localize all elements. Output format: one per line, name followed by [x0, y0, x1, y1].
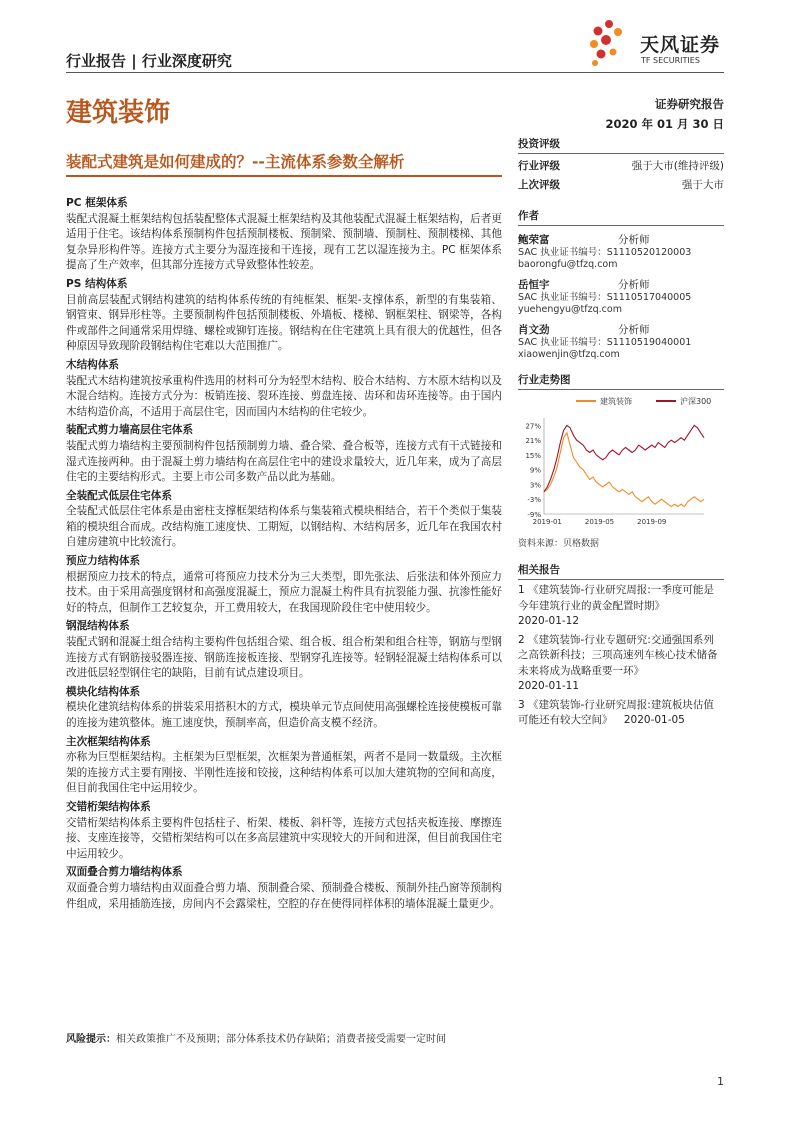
author-role: 分析师	[618, 279, 650, 291]
related-report-date: 2020-01-11	[518, 680, 580, 692]
trend-heading: 行业走势图	[518, 372, 724, 390]
author-name: 岳恒宇	[518, 279, 550, 291]
trend-panel	[518, 372, 724, 390]
section-heading: PS 结构体系	[66, 277, 128, 290]
rating-key: 上次评级	[518, 179, 560, 191]
rating-heading: 投资评级	[518, 136, 724, 154]
section-heading: 双面叠合剪力墙结构体系	[66, 866, 183, 879]
main-body	[66, 193, 502, 915]
section-body: 装配式钢和混凝土组合结构主要构件包括组合梁、组合板、组合桁架和组合柱等，钢筋与型钢连接方式有钢筋接驳器连接、钢筋连接板连接、型钢穿孔连接等。轻钢轻混凝土结构体系可以改进低层轻型钢住宅的缺陷，目前有试点建设项目。	[66, 636, 502, 680]
related-report[interactable]	[518, 633, 724, 695]
author-sac: SAC 执业证书编号：S1110519040001	[518, 337, 692, 348]
section-heading: 全装配式低层住宅体系	[66, 489, 172, 502]
risk-label: 风险提示：	[66, 1034, 116, 1045]
section-body: 亦称为巨型框架结构。主框架为巨型框架，次框架为普通框架，两者不是同一数量级。主次框架的连接方式主要有刚接、半刚性连接和铰接，这种结构体系可以加大建筑物的空间和高度，但目前我国住宅中运用较少。	[66, 751, 502, 795]
brand-name: 天风证券	[640, 34, 721, 56]
y-tick-label: 3%	[529, 481, 541, 490]
author-sac: SAC 执业证书编号：S1110520120003	[518, 247, 692, 258]
page-number: 1	[717, 1075, 724, 1088]
section-heading: 交错桁架结构体系	[66, 800, 151, 813]
related-report[interactable]	[518, 698, 724, 729]
report-kind: 证券研究报告	[655, 97, 724, 111]
section	[66, 865, 502, 912]
authors-panel	[518, 208, 724, 361]
legend-label-1: 建筑装饰	[600, 397, 632, 406]
y-tick-label: 27%	[525, 422, 541, 431]
related-heading: 相关报告	[518, 562, 724, 580]
author-email[interactable]: baorongfu@tfzq.com	[518, 259, 618, 270]
trend-chart	[518, 392, 724, 530]
author-name: 肖文劲	[518, 324, 550, 336]
author-entry	[518, 277, 724, 316]
y-tick-label: 15%	[525, 451, 541, 460]
brand-name-en: TF SECURITIES	[641, 56, 700, 65]
title-underline	[66, 175, 502, 177]
report-date: 2020 年 01 月 30 日	[605, 117, 724, 131]
report-title: 装配式建筑是如何建成的？--主流体系参数全解析	[66, 153, 405, 171]
author-role: 分析师	[618, 234, 650, 246]
section-heading: 预应力结构体系	[66, 555, 141, 568]
header-divider	[66, 72, 724, 73]
section	[66, 800, 502, 862]
industry-title: 建筑装饰	[66, 98, 171, 128]
related-panel	[518, 562, 724, 729]
rating-key: 行业评级	[518, 160, 560, 172]
section-heading: 钢混结构体系	[66, 620, 130, 633]
y-tick-label: -9%	[527, 511, 541, 519]
section-body: 装配式剪力墙结构主要预制构件包括预制剪力墙、叠合梁、叠合板等，连接方式有干式链接和湿式连接两种。由于混凝土剪力墙结构在高层住宅中的建设求量较大，近几年来，成为了高层住宅的主要结构形式。主要上市公司多数产品以此为基础。	[66, 439, 502, 484]
y-tick-label: 9%	[529, 466, 541, 475]
section	[66, 735, 502, 797]
author-entry	[518, 232, 724, 271]
section	[66, 423, 502, 485]
section	[66, 489, 502, 551]
section-heading: 木结构体系	[66, 358, 119, 371]
author-email[interactable]: xiaowenjin@tfzq.com	[518, 349, 620, 360]
section-body: 根据预应力技术的特点，通常可将预应力技术分为三大类型，即先张法、后张法和体外预应力技术。由于采用高强度钢材和高强度混凝土，预应力混凝土构件具有抗裂能力强、抗渗性能好好的特点，但制作工艺较复杂，开工费用较大，在我国现阶段住宅中使用较少。	[66, 570, 502, 614]
risk-text: 相关政策推广不及预期；部分体系技术仍存缺陷；消费者接受需要一定时间	[116, 1034, 446, 1045]
related-report-title[interactable]: 1 《建筑装饰-行业研究周报:一季度可能是今年建筑行业的黄金配置时期》	[518, 584, 714, 612]
logo-mark-icon	[586, 18, 636, 68]
x-tick-label: 2019-05	[584, 518, 615, 526]
rating-row	[518, 177, 724, 192]
related-report[interactable]	[518, 583, 724, 630]
author-sac: SAC 执业证书编号：S1110517040005	[518, 292, 692, 303]
section	[66, 685, 502, 732]
section-body: 交错桁架结构体系主要构件包括柱子、桁架、楼板、斜杆等，连接方式包括夹板连接、摩擦连接、支座连接等，交错桁架结构可以在多高层建筑中实现较大的开间和进深，但目前我国住宅中运用较少。	[66, 816, 502, 860]
related-report-date: 2020-01-05	[623, 714, 685, 726]
y-tick-label: 21%	[525, 437, 541, 446]
section-body: 装配式木结构建筑按承重构件选用的材料可分为轻型木结构、胶合木结构、方木原木结构以及木混合结构。连接方式分为：板销连接、裂环连接、剪盘连接、齿环和齿环连接等。由于国内木结构造价高，不适用于高层住宅，因而国内木结构的住宅较少。	[66, 374, 502, 418]
section-heading: 装配式剪力墙高层住宅体系	[66, 424, 194, 437]
section-heading: PC 框架体系	[66, 197, 128, 209]
author-email[interactable]: yuehengyu@tfzq.com	[518, 304, 622, 315]
section-body: 装配式混凝土框架结构包括装配整体式混凝土框架结构及其他装配式混凝土框架结构，后者更适用于住宅。该结构体系预制构件包括预制楼板、预制梁、预制墙、预制柱、预制楼梯、其他复杂异形构件等。连接方式主要分为湿连接和干连接，现有工艺以湿连接为主。PC 框架体系提高了生产效率，但其部分连接方式导致整体性较差。	[66, 212, 502, 272]
rating-row	[518, 158, 724, 173]
section	[66, 196, 502, 274]
author-role: 分析师	[618, 324, 650, 336]
rating-value: 强于大市	[682, 179, 724, 191]
series-line-1	[544, 433, 704, 507]
section-body: 模块化建筑结构体系的拼装采用搭积木的方式，模块单元节点间使用高强螺栓连接使模板可靠的连接为建筑整体。施工速度快，预制率高，但造价高支模不经济。	[66, 701, 502, 729]
author-entry	[518, 322, 724, 361]
legend-label-2: 沪深300	[680, 397, 712, 406]
related-report-date: 2020-01-12	[518, 615, 580, 627]
section-body: 双面叠合剪力墙结构由双面叠合剪力墙、预制叠合梁、预制叠合楼板、预制外挂凸窗等预制构件组成，采用插筋连接，房间内不会露梁柱，空腔的存在使得同样体积的墙体混凝土量更少。	[66, 881, 502, 910]
x-tick-label: 2019-01	[532, 518, 562, 526]
related-report-title[interactable]: 3 《建筑装饰-行业研究周报:建筑板块估值可能还有较大空间》	[518, 698, 714, 726]
rating-panel	[518, 136, 724, 192]
section	[66, 554, 502, 616]
section-body: 全装配式低层住宅体系是由密柱支撑框架结构体系与集装箱式模块相结合，若干个类似于集装箱的模块组合而成。改结构施工速度快、工期短，以钢结构、木结构居多，近几年在我国农村自建房建筑中比较流行。	[66, 505, 502, 549]
section-body: 目前高层装配式钢结构建筑的结构体系传统的有纯框架、框架-支撑体系，新型的有集装箱、钢管束、钢异形柱等。主要预制构件包括预制楼板、外墙板、楼梯、钢框架柱、钢梁等，各构件或部件之间通常采用焊缝、螺栓或铆钉连接。钢结构在住宅建筑上具有很大的优越性，但各种原因导致现阶段钢结构住宅难以大范围推广。	[66, 293, 502, 353]
section-heading: 主次框架结构体系	[66, 735, 151, 748]
rating-value: 强于大市(维持评级)	[631, 160, 724, 172]
risk-warning	[66, 1030, 506, 1045]
section	[66, 358, 502, 420]
chart-source: 资料来源：贝格数据	[518, 539, 600, 549]
report-type-label: 行业报告 | 行业深度研究	[66, 52, 232, 70]
section	[66, 277, 502, 355]
related-report-title[interactable]: 2 《建筑装饰-行业专题研究:交通强国系列之高铁新科技；三项高速列车核心技术储备未来将成为战略重要一环》	[518, 633, 718, 677]
section	[66, 619, 502, 681]
trend-chart-svg	[518, 392, 724, 530]
y-tick-label: -3%	[527, 496, 541, 505]
authors-heading: 作者	[518, 208, 724, 226]
section-heading: 模块化结构体系	[66, 685, 141, 698]
x-tick-label: 2019-09	[637, 518, 667, 526]
author-name: 鲍荣富	[518, 234, 550, 246]
